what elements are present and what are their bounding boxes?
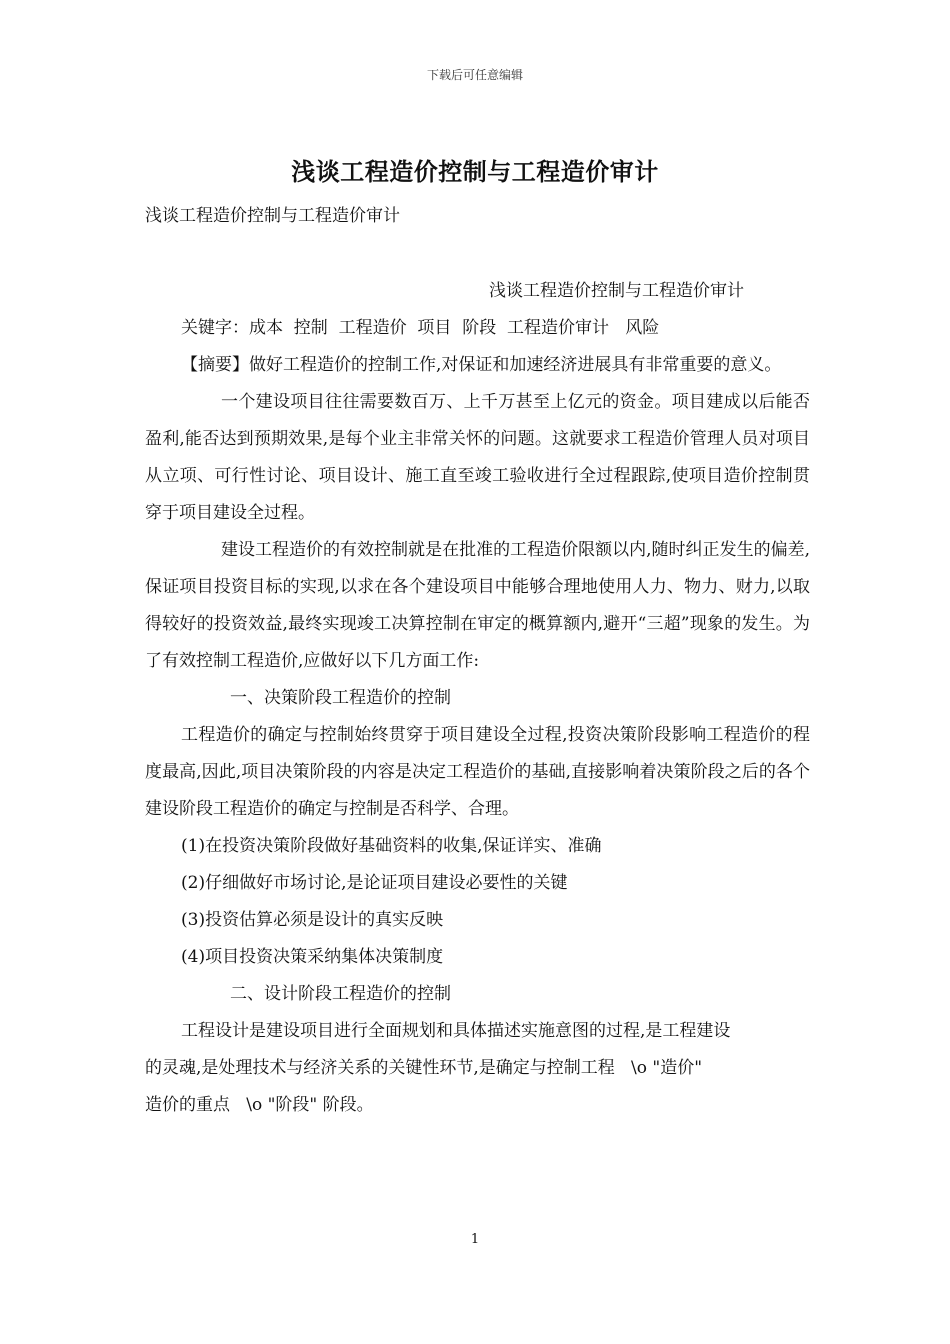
page-number: 1 [470, 1232, 480, 1247]
list-item: (4)项目投资决策采纳集体决策制度 [181, 947, 444, 967]
list-item: (3)投资估算必须是设计的真实反映 [181, 910, 444, 930]
body-paragraph: 工程造价的确定与控制始终贯穿于项目建设全过程,投资决策阶段影响工程造价的程度最高,因此,项目决策阶段的内容是决定工程造价的基础,直接影响着决策阶段之后的各个建设阶段工程造价的确定与控制是否科学、合理。 [145, 725, 810, 819]
document-body [145, 273, 810, 1124]
body-line: 造价的重点 \o "阶段" 阶段。 [145, 1095, 374, 1115]
abstract-paragraph: 【摘要】做好工程造价的控制工作,对保证和加速经济进展具有非常重要的意义。 [181, 355, 782, 375]
keywords-line: 关键字：成本 控制 工程造价 项目 阶段 工程造价审计 风险 [181, 318, 660, 338]
body-paragraph: 一个建设项目往往需要数百万、上千万甚至上亿元的资金。项目建成以后能否盈利,能否达到预期效果,是每个业主非常关怀的问题。这就要求工程造价管理人员对项目从立项、可行性讨论、项目设计、施工直至竣工验收进行全过程跟踪,使项目造价控制贯穿于项目建设全过程。 [145, 392, 810, 523]
body-line: 的灵魂,是处理技术与经济关系的关键性环节,是确定与控制工程 \o "造价" [145, 1058, 703, 1078]
section-heading: 二、设计阶段工程造价的控制 [230, 984, 451, 1004]
body-paragraph: 建设工程造价的有效控制就是在批准的工程造价限额以内,随时纠正发生的偏差,保证项目投资目标的实现,以求在各个建设项目中能够合理地使用人力、物力、财力,以取得较好的投资效益,最终实现竣工决算控制在审定的概算额内,避开“三超”现象的发生。为了有效控制工程造价,应做好以下几方面工作: [145, 540, 810, 671]
body-line: 工程设计是建设项目进行全面规划和具体描述实施意图的过程,是工程建设 [181, 1021, 731, 1041]
document-subtitle: 浅谈工程造价控制与工程造价审计 [145, 206, 400, 226]
document-title: 浅谈工程造价控制与工程造价审计 [291, 158, 659, 186]
page-header: 下载后可任意编辑 [426, 68, 523, 82]
section-heading: 一、决策阶段工程造价的控制 [230, 688, 451, 708]
right-aligned-title: 浅谈工程造价控制与工程造价审计 [489, 281, 744, 301]
list-item: (2)仔细做好市场讨论,是论证项目建设必要性的关键 [181, 873, 568, 893]
list-item: (1)在投资决策阶段做好基础资料的收集,保证详实、准确 [181, 836, 602, 856]
